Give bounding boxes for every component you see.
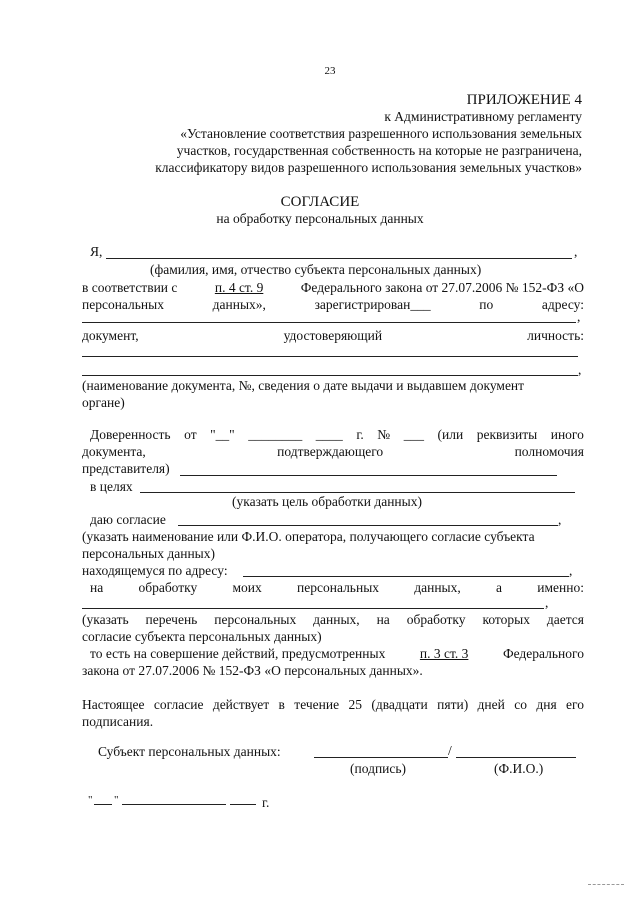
date-year-field-line bbox=[230, 804, 256, 805]
purpose-field-line bbox=[140, 492, 575, 493]
id-document-hint-line2: органе) bbox=[82, 395, 125, 410]
poa2-w1: документа, bbox=[82, 444, 146, 459]
signature-field-line bbox=[314, 757, 448, 758]
signature-separator: / bbox=[448, 743, 452, 758]
poa2-w2: подтверждающего bbox=[277, 444, 384, 459]
legal-basis-line bbox=[82, 280, 584, 296]
address-field-line bbox=[82, 322, 576, 323]
actions-line2: закона от 27.07.2006 № 152-ФЗ «О персональных данных». bbox=[82, 663, 423, 678]
power-of-attorney-line bbox=[90, 427, 584, 443]
poa-w11: иного bbox=[550, 427, 584, 442]
date-day-field-line bbox=[94, 804, 112, 805]
operator-field-end: , bbox=[558, 512, 562, 527]
processing-w3: моих bbox=[232, 580, 262, 595]
power-of-attorney-line2 bbox=[82, 444, 584, 460]
representative-label: представителя) bbox=[82, 461, 170, 476]
data-list-field-line bbox=[82, 608, 544, 609]
date-month-field-line bbox=[122, 804, 226, 805]
id-document-field-end: , bbox=[578, 362, 582, 377]
id-document-w2: удостоверяющий bbox=[283, 328, 383, 343]
consent-subtitle: на обработку персональных данных bbox=[216, 211, 424, 226]
operator-address-label: находящемуся по адресу: bbox=[82, 563, 228, 578]
law-point-link: п. 4 ст. 9 bbox=[214, 280, 264, 295]
processing-w4: персональных bbox=[297, 580, 380, 595]
date-quote-close: " bbox=[114, 794, 119, 806]
operator-address-field-end: , bbox=[569, 563, 573, 578]
poa-w1: Доверенность bbox=[90, 427, 171, 442]
regulation-name-line2: участков, государственная собственность на которые не разграничена, bbox=[176, 143, 582, 158]
poa-w10: реквизиты bbox=[476, 427, 538, 442]
actions-suffix: Федерального bbox=[502, 646, 584, 661]
legal-basis-prefix: в соответствии с bbox=[82, 280, 178, 295]
fio-hint: (фамилия, имя, отчество субъекта персональных данных) bbox=[150, 262, 482, 277]
processing-w6: а bbox=[496, 580, 502, 595]
i-label: Я, bbox=[90, 244, 103, 259]
appendix-title: ПРИЛОЖЕНИЕ 4 bbox=[466, 92, 582, 108]
poa-w2: от bbox=[184, 427, 197, 442]
actions-law-link: п. 3 ст. 3 bbox=[419, 646, 469, 661]
regulation-name-line1: «Установление соответствия разрешенного использования земельных bbox=[180, 126, 582, 141]
purpose-hint: (указать цель обработки данных) bbox=[232, 494, 422, 509]
data-list-field-end: , bbox=[545, 595, 549, 610]
representative-field-line bbox=[180, 475, 557, 476]
validity-line1: Настоящее согласие действует в течение 25 (двадцати пяти) дней со дня его bbox=[82, 697, 584, 712]
regulation-ref: к Административному регламенту bbox=[384, 109, 582, 124]
address-field-end: , bbox=[577, 309, 581, 324]
fio-short-hint: (Ф.И.О.) bbox=[494, 761, 544, 776]
purpose-label: в целях bbox=[90, 479, 133, 494]
page-number: 23 bbox=[324, 65, 336, 77]
poa2-w3: полномочия bbox=[514, 444, 584, 459]
processing-w1: на bbox=[90, 580, 104, 595]
id-document-w3: личность: bbox=[527, 328, 584, 343]
id-document-field-line1 bbox=[82, 356, 578, 357]
poa-w5: ____ bbox=[315, 427, 343, 442]
registration-w1: персональных bbox=[82, 297, 164, 312]
registration-w5: адресу: bbox=[541, 297, 584, 312]
operator-hint-line2: персональных данных) bbox=[82, 546, 215, 561]
registration-w4: по bbox=[479, 297, 494, 312]
fio-field-end: , bbox=[574, 244, 578, 259]
regulation-name-line3: классификатору видов разрешенного использования земельных участков» bbox=[155, 160, 582, 175]
id-document-hint-line1: (наименование документа, №, сведения о дате выдачи и выдавшем документ bbox=[82, 378, 525, 393]
signature-hint: (подпись) bbox=[350, 761, 407, 776]
id-document-w1: документ, bbox=[82, 328, 139, 343]
poa-w8: ___ bbox=[403, 427, 424, 442]
poa-w4: ________ bbox=[248, 427, 303, 442]
processing-line bbox=[90, 580, 584, 596]
poa-w9: (или bbox=[437, 427, 464, 442]
operator-hint-line1: (указать наименование или Ф.И.О. оператора, получающего согласие субъекта bbox=[82, 529, 535, 544]
consent-label: даю согласие bbox=[90, 512, 166, 527]
processing-w5: данных, bbox=[414, 580, 461, 595]
id-document-line bbox=[82, 328, 584, 344]
processing-w2: обработку bbox=[138, 580, 198, 595]
poa-w6: г. bbox=[356, 427, 364, 442]
processing-w7: именно: bbox=[537, 580, 584, 595]
id-document-field-line2 bbox=[82, 375, 578, 376]
consent-title: СОГЛАСИЕ bbox=[280, 194, 360, 210]
data-list-hint-line2: согласие субъекта персональных данных) bbox=[82, 629, 322, 644]
actions-prefix: то есть на совершение действий, предусмотренных bbox=[90, 646, 386, 661]
date-year-suffix: г. bbox=[262, 795, 270, 810]
subject-signature-label: Субъект персональных данных: bbox=[98, 744, 281, 759]
actions-line bbox=[90, 646, 584, 662]
legal-basis-suffix: Федерального закона от 27.07.2006 № 152-ФЗ «О bbox=[300, 280, 584, 295]
scan-mark bbox=[588, 884, 624, 885]
operator-field-line bbox=[178, 525, 558, 526]
operator-address-field-line bbox=[243, 576, 569, 577]
registration-w3: зарегистрирован___ bbox=[314, 297, 431, 312]
fio-short-field-line bbox=[456, 757, 576, 758]
poa-w3: "__" bbox=[210, 427, 235, 442]
registration-w2: данных», bbox=[212, 297, 266, 312]
validity-line2: подписания. bbox=[82, 714, 154, 729]
fio-field-line bbox=[106, 258, 572, 259]
poa-w7: № bbox=[377, 427, 391, 442]
registration-line bbox=[82, 297, 584, 313]
data-list-hint-line1: (указать перечень персональных данных, на обработку которых дается bbox=[82, 612, 584, 627]
date-quote-open: " bbox=[88, 794, 93, 806]
